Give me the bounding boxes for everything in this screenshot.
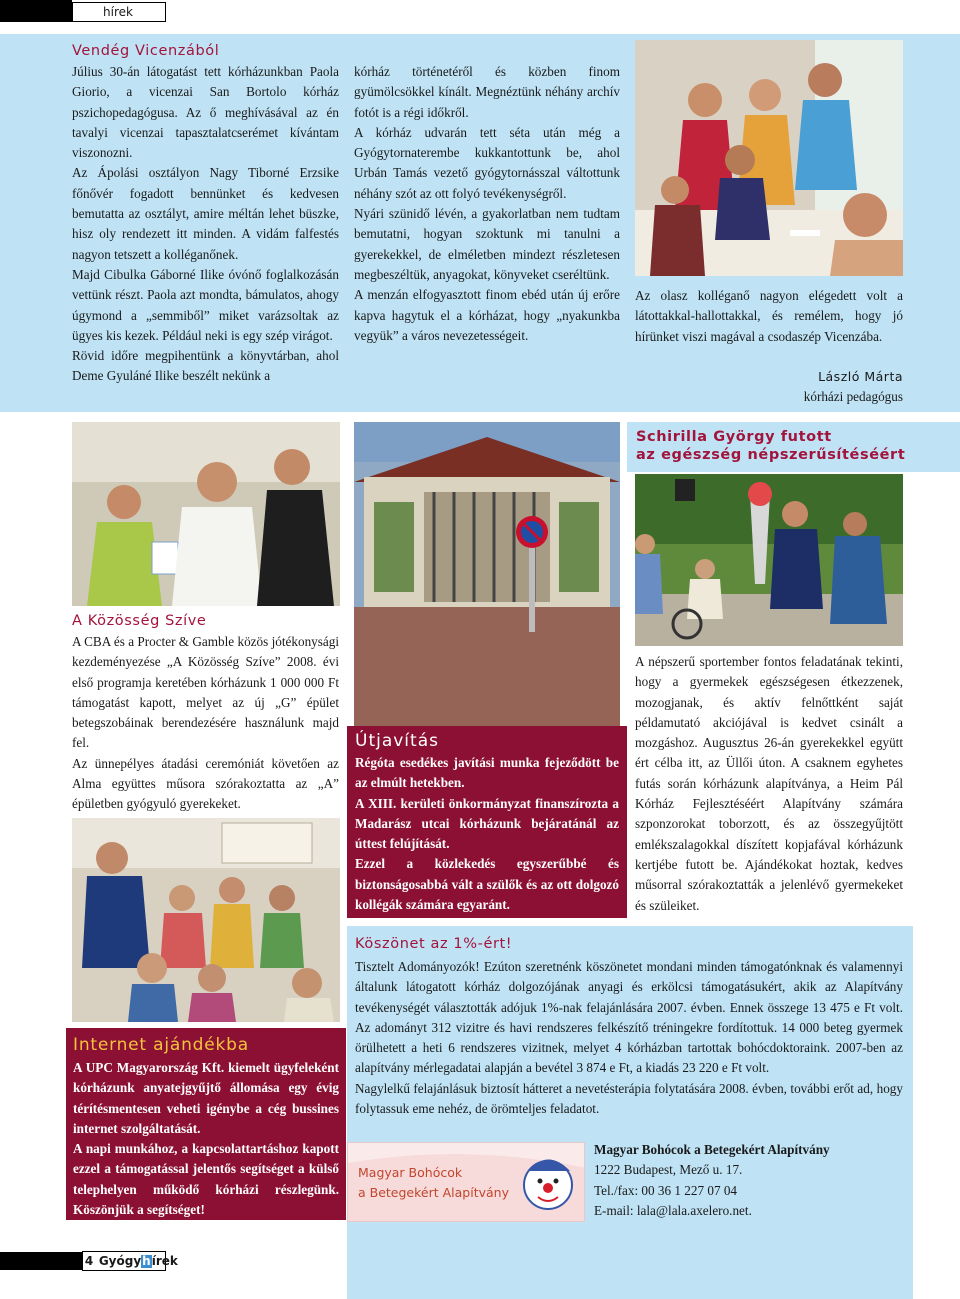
- schirilla-photo: [635, 474, 903, 646]
- footer-brand-suffix: írek: [151, 1254, 178, 1268]
- koszonet-title: Köszönet az 1%-ért!: [355, 936, 513, 952]
- vicenza-c1-p4: Rövid időre megpihentünk a könyvtárban, ahol Deme Gyuláné Ilike beszélt nekünk a: [72, 348, 339, 384]
- koszonet-address-block: [594, 1140, 904, 1221]
- vicenza-title: Vendég Vicenzából: [72, 43, 220, 59]
- internet-p1: A UPC Magyarország Kft. kiemelt ügyfeleként kórházunk anyatejgyűjtő állomása egy évig térítésmentesen veheti igénybe a cég bussines internet szolgáltatását.: [73, 1060, 339, 1136]
- children-photo: [72, 818, 340, 1022]
- vicenza-c2-p1: kórház történetéről és közben finom gyümölcsökkel kínált. Megnéztünk néhány archív fotót is a régi időkről.: [354, 64, 620, 120]
- internet-p2: A napi munkához, a kapcsolattartáshoz kapott ezzel a támogatással jelentős segítséget a külső telephelyen működő kórházi részlegünk. Köszönjük a segítséget!: [73, 1141, 339, 1218]
- vicenza-c2-p3: Nyári szünidő lévén, a gyakorlatban nem tudtam bemutatni, hogyan szoktunk mi tanulni a gyerekekkel, de elméletben mindezt részletesen megbeszéltük, anyagokat, könyveket cseréltünk.: [354, 206, 620, 282]
- org-phone: Tel./fax: 00 36 1 227 07 04: [594, 1182, 738, 1198]
- schirilla-body: [635, 652, 903, 916]
- schirilla-title: [636, 428, 916, 464]
- vicenza-photo: [635, 40, 903, 276]
- org-name: Magyar Bohócok a Betegekért Alapítvány: [594, 1142, 830, 1157]
- kozosseg-photo: [72, 422, 340, 606]
- vicenza-c1-p1: Július 30-án látogatást tett kórházunkban Paola Giorio, a vicenzai San Bortolo kórház pszichopedagógusa. Az ő meghívásával az én tavalyi vicenzai tapasztalatcserémet kívántam viszonozni.: [72, 64, 339, 161]
- vicenza-c3-p1: Az olasz kolléganő nagyon elégedett volt a látottakkal-hallottakkal, és remélem, hogy jó hírünket viszi magával a csodaszép Vicenzába.: [635, 288, 903, 344]
- schirilla-title-line1: Schirilla György futott: [636, 429, 832, 445]
- org-email[interactable]: E-mail: lala@lala.axelero.net.: [594, 1202, 752, 1218]
- koszonet-p1: Tisztelt Adományozók! Ezúton szeretnénk köszönetet mondani minden támogatónknak és valamennyi általunk látogatott kórház dolgozójának anyagi és erkölcsi támogatásukért, akik az Alapítvány tevékenységét választották adójuk 1%-nak felajánlására 2007. évben. Ennek összege 13 475 e Ft volt. Az adományt 312 vizitre és havi rendszeres felkészítő tréningekre fordítottuk. 14 000 beteg gyermek örülhetett a heti 6 rendszeres vizitnek, melyet 4 kórházban tartottak bohócdoktoraink. 2007-ben az alapítvány mérlegadatai alapján a bevétel 3 874 e Ft, a kiadás 23 220 e Ft volt.: [355, 959, 903, 1076]
- vicenza-column-1: [72, 62, 339, 387]
- clown-logo-line2: a Betegekért Alapítvány: [358, 1185, 509, 1200]
- footer-brand-prefix: Gyógy: [98, 1254, 142, 1268]
- kozosseg-body: [72, 632, 339, 815]
- schirilla-p1: A népszerű sportember fontos feladatának tekinti, hogy a gyermekek egészségesen étkezzenek, mozogjanak, és aktív felnőttként saját példamutató akciójával is kedvet csinált a mozgáshoz. Augusztus 26-án gyerekekkel együtt ért célba itt, az Üllői úton. A csaknem egyhetes futás során kórházunk alapítványa, a Heim Pál Kórház Fejlesztéséért Alapítvány számára szponzorokat toborzott, és az összegyűjtött emlékszalagokkal díszített kopjafával kórházunk kertjébe futott be. Ajándékokat hoztak, kedves műsorral szórakoztatták a jelenlévő gyermekeket és szüleiket.: [635, 654, 903, 913]
- vicenza-column-2: [354, 62, 620, 346]
- header-bar: [0, 0, 72, 22]
- internet-title: Internet ajándékba: [73, 1035, 249, 1055]
- header-section-label: hírek: [72, 2, 166, 22]
- vicenza-c1-p3: Majd Cibulka Gáborné Ilike óvónő foglalkozásán vettünk részt. Paola azt mondta, bámulatos, ahogy úgymond a „semmiből” miket varázsoltak az ügyes kis kezek. Például neki is egy szép virágot.: [72, 266, 339, 343]
- org-address: 1222 Budapest, Mező u. 17.: [594, 1162, 743, 1178]
- utjavitas-p3: Ezzel a közlekedés egyszerűbbé és biztonságosabbá vált a szülők és az ott dolgozó kollégák számára egyaránt.: [355, 856, 619, 913]
- footer-brand-box: [82, 1251, 178, 1271]
- utjavitas-body: [355, 753, 619, 915]
- vicenza-c1-p2: Az Ápolási osztályon Nagy Tiborné Erzsike főnővér fogadott bennünket és kedvesen bemutatta az osztályt, amire méltán lehet büszke, hisz oly rendezett itt minden. A vidám falfestés nagyon tetszett a kolléganőnek.: [72, 165, 339, 262]
- utjavitas-photo: [354, 422, 620, 750]
- utjavitas-p1: Régóta esedékes javítási munka fejeződött be az elmúlt hetekben.: [355, 755, 619, 791]
- kozosseg-p2: Az ünnepélyes átadási ceremóniát követően az Alma együttes műsora szórakoztatta az „A” épületben gyógyuló gyerekeket.: [72, 755, 339, 812]
- kozosseg-title: A Közösség Szíve: [72, 613, 207, 629]
- vicenza-author: László Márta: [818, 369, 903, 384]
- footer-page-number: 4: [84, 1254, 94, 1268]
- koszonet-body: [355, 957, 903, 1119]
- utjavitas-p2: A XIII. kerületi önkormányzat finanszírozta a Madarász utcai kórházunk bejáratánál az úttest felújítását.: [355, 795, 619, 852]
- utjavitas-title: Útjavítás: [355, 731, 439, 751]
- vicenza-column-3: [635, 286, 903, 347]
- kozosseg-p1: A CBA és a Procter & Gamble közös jótékonysági kezdeményezése „A Közösség Szíve” 2008. évi első programja keretében kórházunk 1 000 000 Ft támogatást kapott, melyet az új „G” épület betegszobáinak berendezésére használunk majd fel.: [72, 634, 339, 751]
- vicenza-author-role: kórházi pedagógus: [803, 389, 903, 404]
- footer-bar: [0, 1252, 82, 1270]
- vicenza-c2-p4: A menzán elfogyasztott finom ebéd után új erőre kapva hagytuk el a kórházat, hogy „nyakunkba vegyük” a város nevezetességeit.: [354, 287, 620, 343]
- internet-body: [73, 1058, 339, 1220]
- footer-brand-mid: h: [142, 1254, 151, 1268]
- clown-logo-line1: Magyar Bohócok: [358, 1165, 463, 1180]
- clown-logo: [347, 1142, 585, 1222]
- koszonet-p2: Nagylelkű felajánlásuk biztosít hátteret a nevetésterápia folytatására 2008. évben, további erőt ad, hogy folytassuk eme nehéz, de örömteljes feladatot.: [355, 1080, 903, 1117]
- schirilla-title-line2: az egészség népszerűsítéséért: [636, 447, 906, 463]
- vicenza-c2-p2: A kórház udvarán tett séta után még a Gyógytornaterembe kukkantottunk be, ahol Urbán Tamás vezető gyógytornásszal váltottunk néhány szót az ott folyó tevékenységről.: [354, 124, 620, 201]
